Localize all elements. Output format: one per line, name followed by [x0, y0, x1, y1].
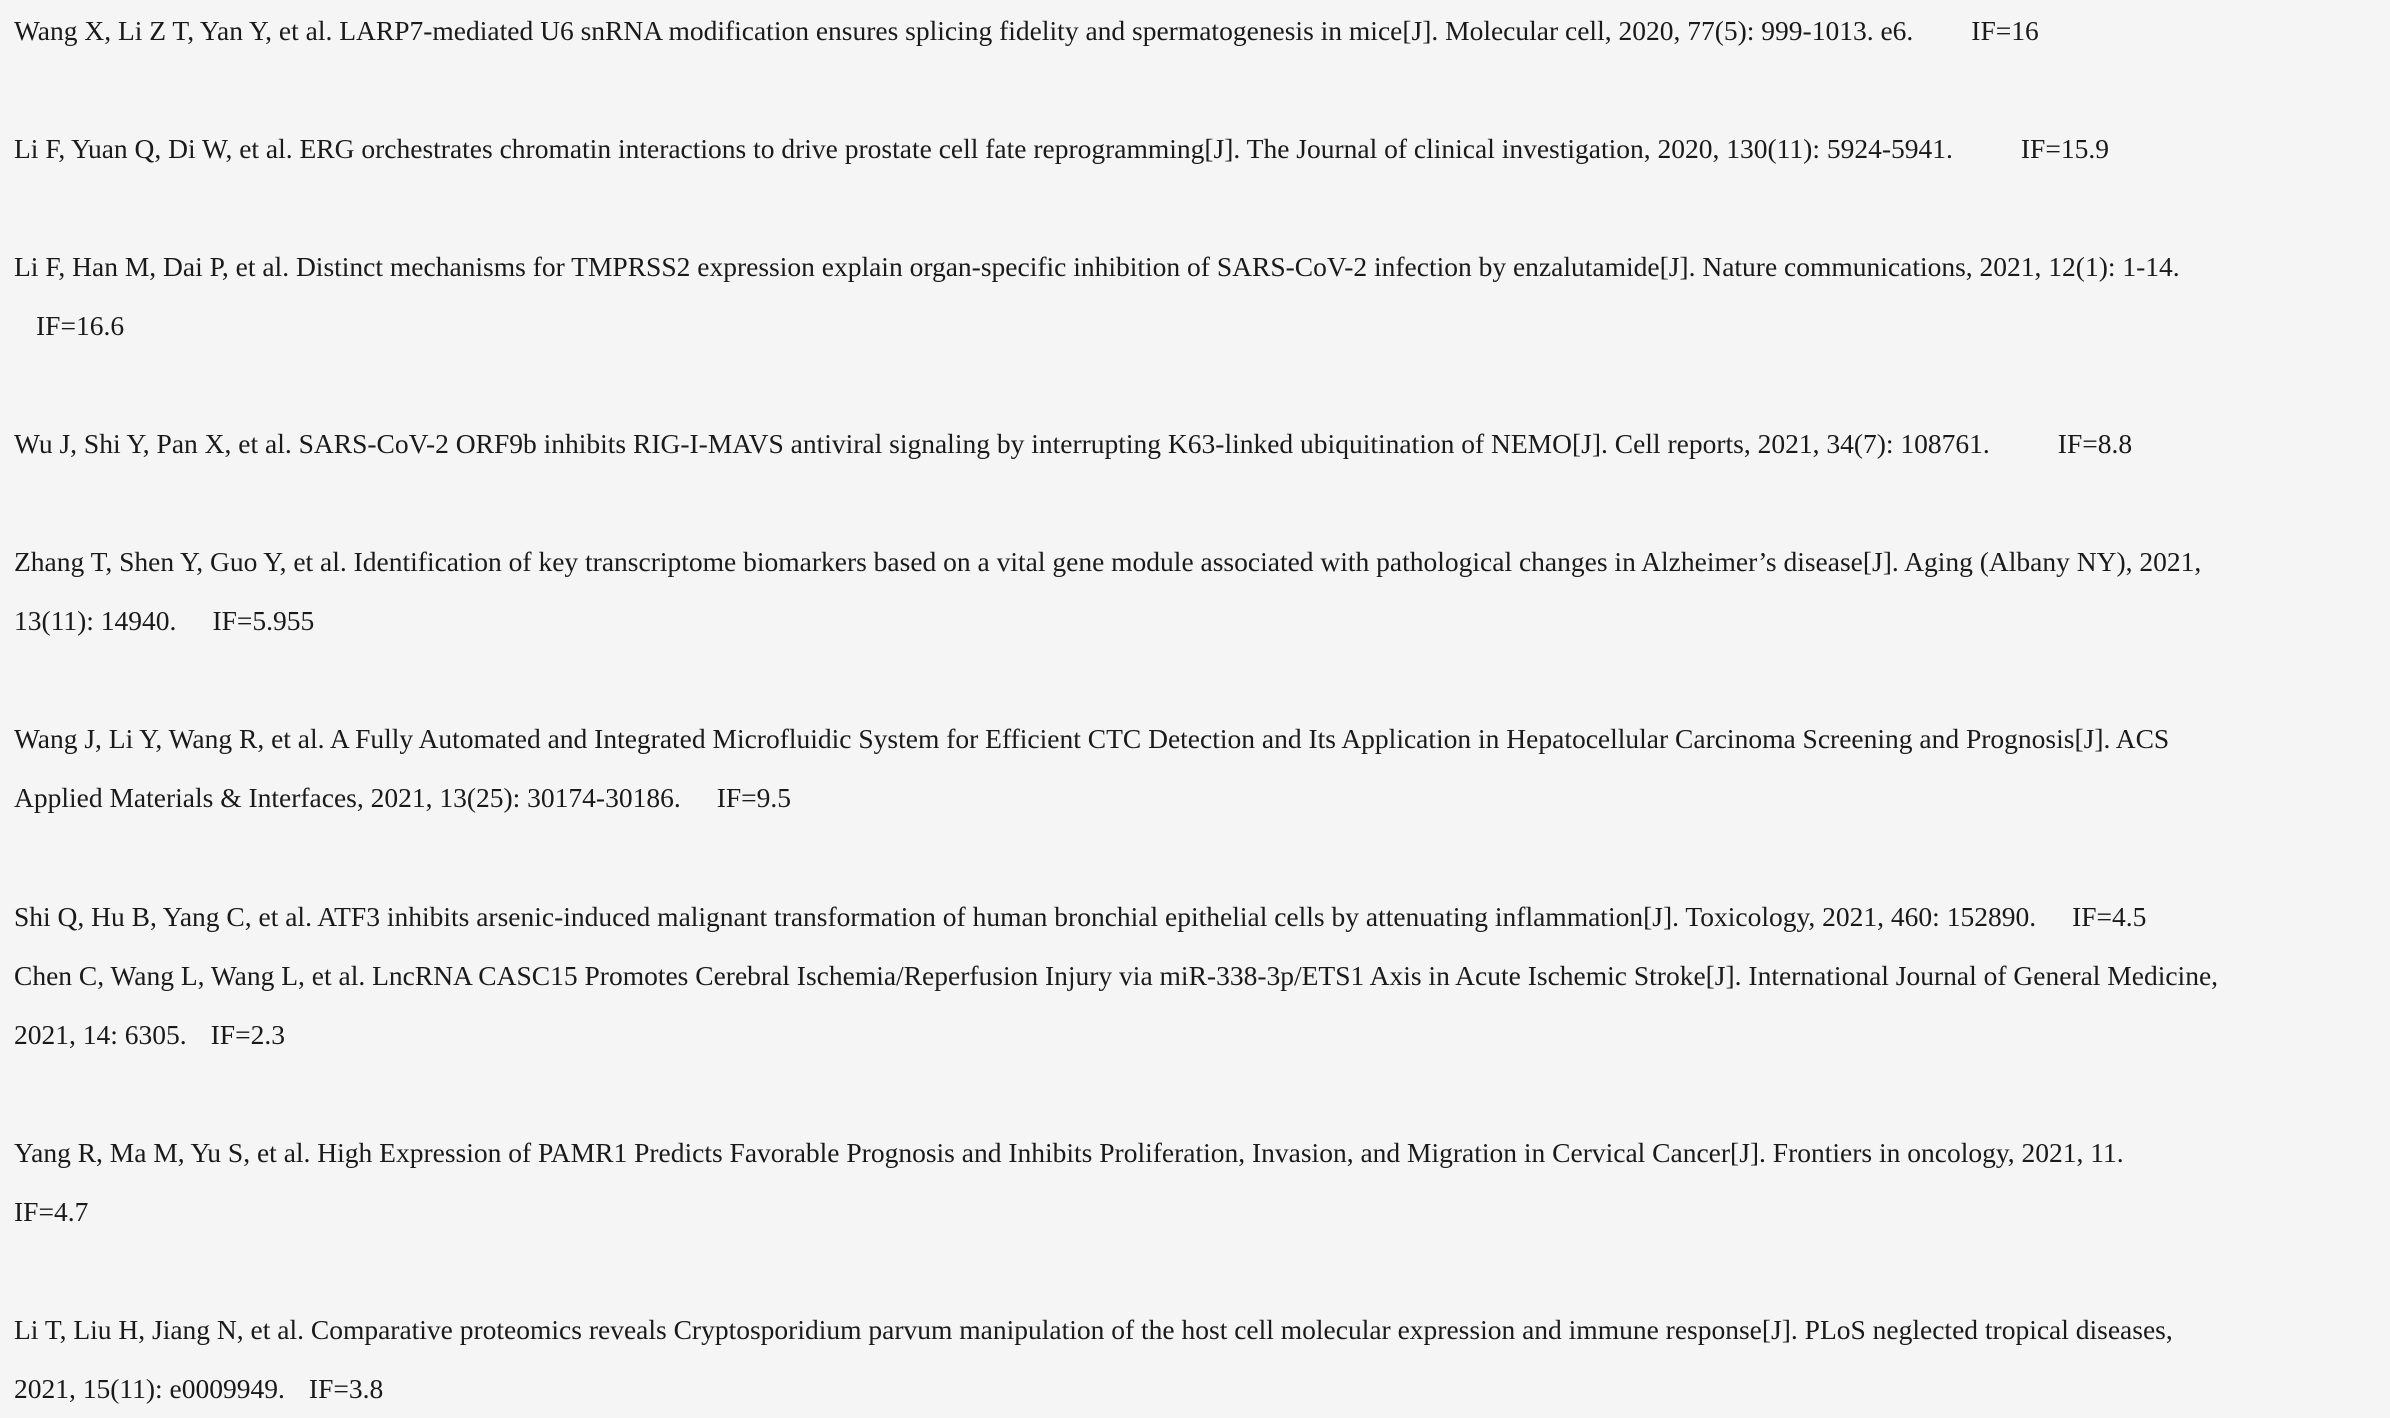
citation-text-continued: Applied Materials & Interfaces, 2021, 13(25): 30174-30186.: [14, 782, 681, 813]
impact-factor: IF=4.5: [2072, 901, 2147, 932]
reference-entry: [14, 1, 2390, 60]
reference-entry: [14, 887, 2390, 946]
citation-text: Li F, Han M, Dai P, et al. Distinct mechanisms for TMPRSS2 expression explain organ-specific inhibition of SARS-CoV-2 infection by enzalutamide[J]. Nature communications, 2021, 12(1): 1-14.: [14, 251, 2180, 282]
impact-factor: IF=5.955: [212, 605, 315, 636]
reference-entry: [14, 119, 2390, 178]
citation-text: Zhang T, Shen Y, Guo Y, et al. Identification of key transcriptome biomarkers based on a vital gene module associated with pathological changes in Alzheimer’s disease[J]. Aging (Albany NY), 2021,: [14, 546, 2202, 577]
impact-factor: IF=16.6: [36, 310, 125, 341]
reference-entry: [14, 414, 2390, 473]
impact-factor: IF=9.5: [716, 782, 792, 813]
citation-text-continued: 13(11): 14940.: [14, 605, 177, 636]
citation-text: Wang J, Li Y, Wang R, et al. A Fully Automated and Integrated Microfluidic System for Efficient CTC Detection and Its Application in Hepatocellular Carcinoma Screening and Prognosis[J]. ACS: [14, 723, 2170, 754]
citation-text: Wu J, Shi Y, Pan X, et al. SARS-CoV-2 ORF9b inhibits RIG-I-MAVS antiviral signaling by interrupting K63-linked ubiquitination of NEMO[J]. Cell reports, 2021, 34(7): 108761.: [14, 428, 1990, 459]
reference-entry: [14, 1300, 2390, 1418]
reference-entry: [14, 1123, 2390, 1241]
reference-entry: [14, 946, 2390, 1064]
citation-text-continued: 2021, 14: 6305.: [14, 1019, 187, 1050]
citation-text-continued: 2021, 15(11): e0009949.: [14, 1373, 285, 1404]
impact-factor: IF=16: [1971, 15, 2039, 46]
impact-factor: IF=8.8: [2057, 428, 2133, 459]
citation-text: Li T, Liu H, Jiang N, et al. Comparative proteomics reveals Cryptosporidium parvum manipulation of the host cell molecular expression and immune response[J]. PLoS neglected tropical diseases,: [14, 1314, 2173, 1345]
impact-factor: IF=15.9: [2020, 133, 2109, 164]
citation-text: Shi Q, Hu B, Yang C, et al. ATF3 inhibits arsenic-induced malignant transformation of human bronchial epithelial cells by attenuating inflammation[J]. Toxicology, 2021, 460: 152890.: [14, 901, 2037, 932]
reference-entry: [14, 532, 2390, 650]
reference-entry: [14, 709, 2390, 827]
impact-factor: IF=3.8: [308, 1373, 384, 1404]
citation-text: Li F, Yuan Q, Di W, et al. ERG orchestrates chromatin interactions to drive prostate cell fate reprogramming[J]. The Journal of clinical investigation, 2020, 130(11): 5924-5941.: [14, 133, 1953, 164]
impact-factor: IF=2.3: [210, 1019, 285, 1050]
citation-text: Chen C, Wang L, Wang L, et al. LncRNA CASC15 Promotes Cerebral Ischemia/Reperfusion Injury via miR-338-3p/ETS1 Axis in Acute Ischemic Stroke[J]. International Journal of General Medicine,: [14, 960, 2219, 991]
impact-factor: IF=4.7: [14, 1196, 89, 1227]
citation-text: Yang R, Ma M, Yu S, et al. High Expression of PAMR1 Predicts Favorable Prognosis and Inhibits Proliferation, Invasion, and Migration in Cervical Cancer[J]. Frontiers in oncology, 2021, 11.: [14, 1137, 2124, 1168]
reference-entry: [14, 237, 2390, 355]
citation-text: Wang X, Li Z T, Yan Y, et al. LARP7-mediated U6 snRNA modification ensures splicing fidelity and spermatogenesis in mice[J]. Molecular cell, 2020, 77(5): 999-1013. e6.: [14, 15, 1914, 46]
